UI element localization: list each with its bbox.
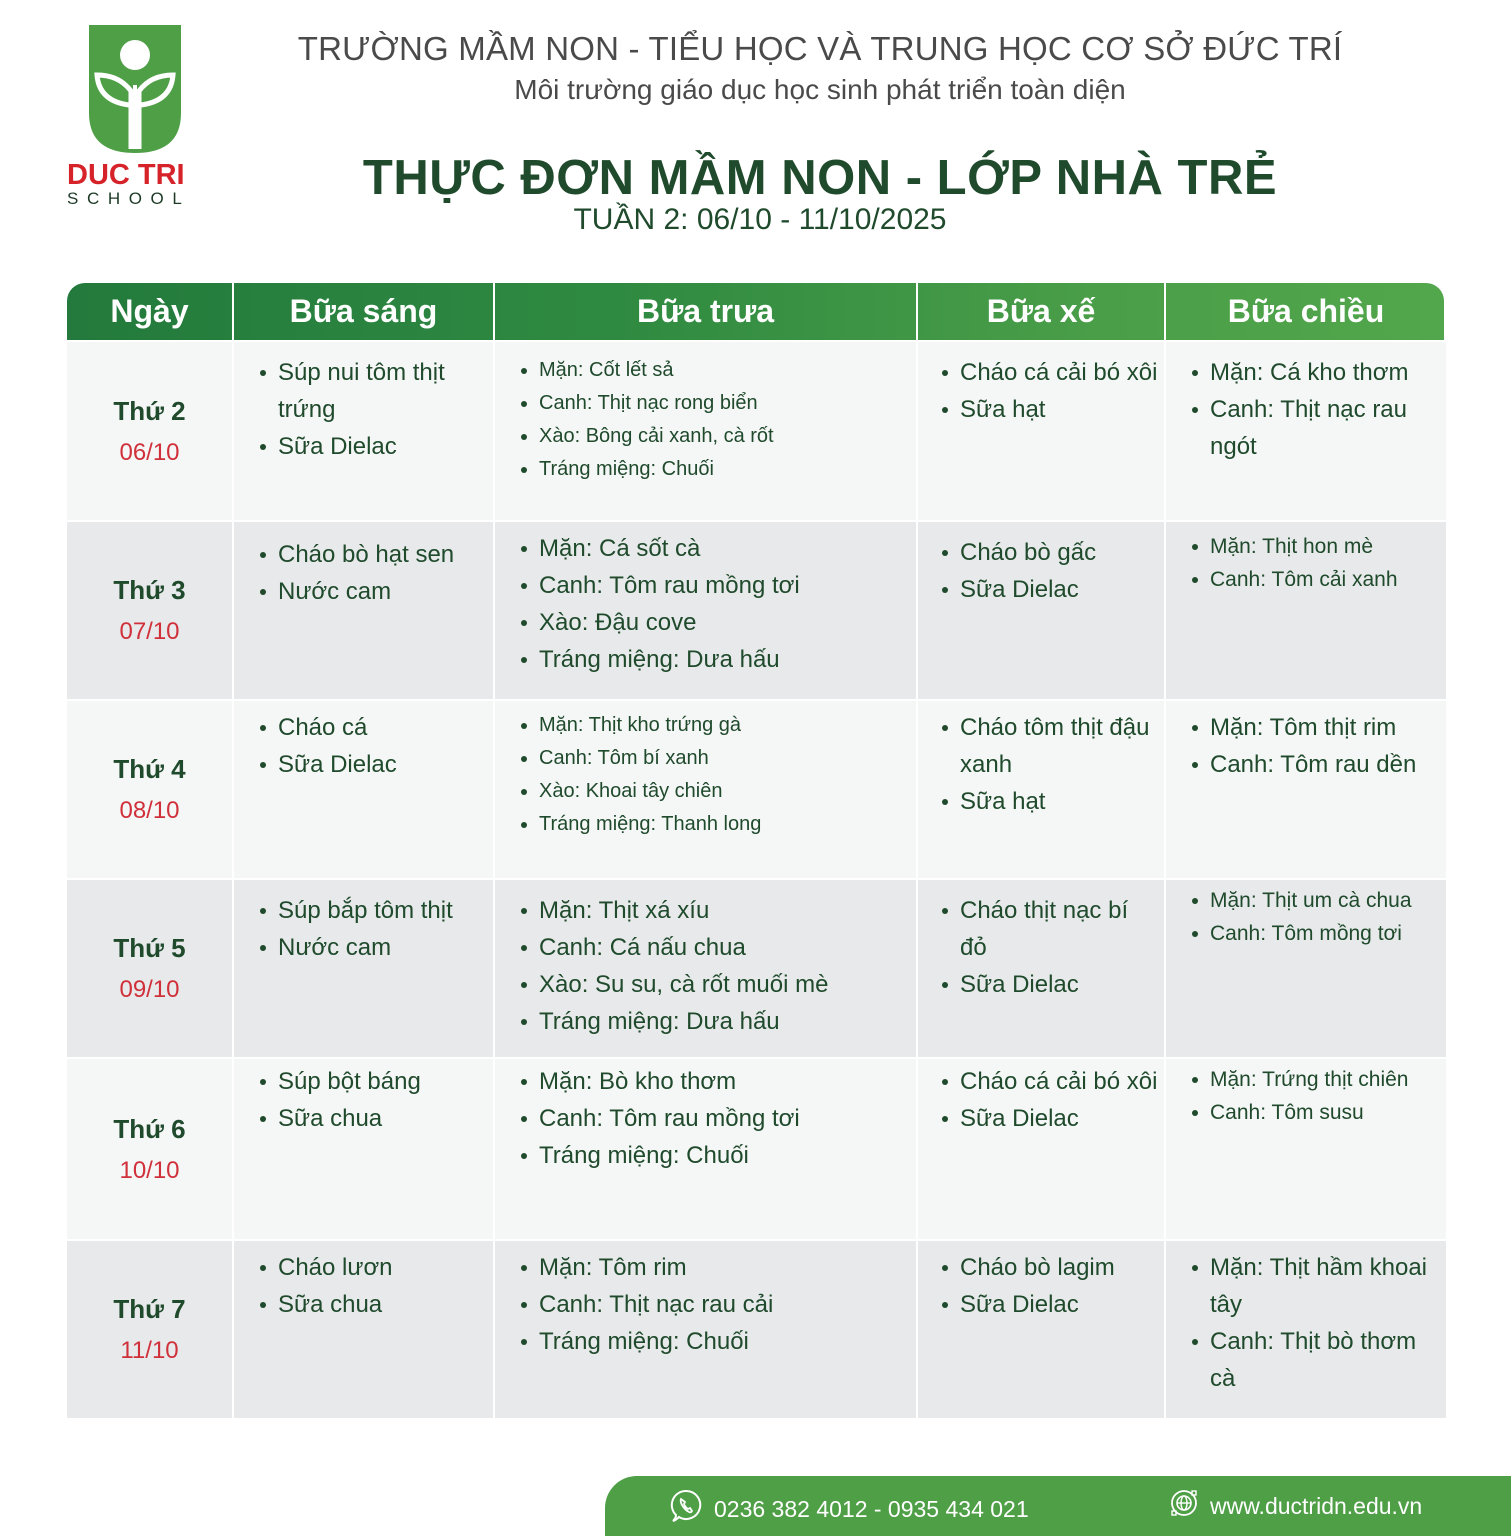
snack-cell <box>918 1241 1164 1418</box>
table-row <box>67 880 1444 1057</box>
website-url: www.ductridn.edu.vn <box>1210 1492 1423 1519</box>
column-header-day: Ngày <box>110 293 189 329</box>
dish-item: Sữa Dielac <box>938 966 1158 1003</box>
footer-phone <box>670 1489 1029 1529</box>
dish-item: Xào: Đậu cove <box>517 604 910 641</box>
day-name: Thứ 5 <box>113 933 186 963</box>
column-header-lunch: Bữa trưa <box>495 283 916 340</box>
day-name: Thứ 6 <box>113 1113 186 1144</box>
day-name: Thứ 7 <box>113 1294 186 1324</box>
dish-item: Nước cam <box>256 573 487 610</box>
lunch-list <box>517 354 910 486</box>
dish-item: Canh: Cá nấu chua <box>517 929 910 966</box>
dish-item: Canh: Thịt nạc rau ngót <box>1188 391 1440 465</box>
phone-numbers: 0236 382 4012 - 0935 434 021 <box>714 1495 1029 1522</box>
table-row <box>67 342 1444 520</box>
lunch-cell <box>495 1059 916 1239</box>
phone-icon <box>670 1489 714 1529</box>
page-title: THỰC ĐƠN MẦM NON - LỚP NHÀ TRẺ <box>362 151 1278 205</box>
dish-item: Tráng miệng: Chuối <box>517 1323 910 1360</box>
breakfast-cell <box>234 342 493 520</box>
table-body <box>67 342 1444 1418</box>
snack-list <box>938 1249 1158 1323</box>
lunch-list <box>517 709 910 841</box>
dish-item: Mặn: Thịt um cà chua <box>1188 884 1440 917</box>
lunch-cell <box>495 522 916 699</box>
lunch-list <box>517 530 910 678</box>
lunch-cell <box>495 880 916 1057</box>
snack-cell <box>918 701 1164 878</box>
afternoon-list <box>1188 354 1440 465</box>
breakfast-list <box>256 1063 487 1137</box>
dish-item: Mặn: Tôm rim <box>517 1249 910 1286</box>
day-date: 11/10 <box>120 1337 179 1364</box>
breakfast-cell <box>234 701 493 878</box>
snack-list <box>938 1063 1158 1137</box>
dish-item: Mặn: Cá kho thơm <box>1188 354 1440 391</box>
day-cell <box>67 1241 232 1418</box>
day-date: 06/10 <box>119 438 180 466</box>
dish-item: Sữa hạt <box>938 783 1158 820</box>
dish-item: Cháo lươn <box>256 1249 487 1286</box>
breakfast-list <box>256 536 487 610</box>
table-row <box>67 522 1444 699</box>
breakfast-cell <box>234 880 493 1057</box>
day-date: 09/10 <box>119 976 180 1003</box>
lunch-cell <box>495 1241 916 1418</box>
lunch-list <box>517 1249 910 1360</box>
breakfast-list <box>256 1249 487 1323</box>
lunch-cell <box>495 342 916 520</box>
afternoon-list <box>1188 884 1440 950</box>
day-name: Thứ 3 <box>113 575 186 605</box>
dish-item: Mặn: Thịt hầm khoai tây <box>1188 1249 1440 1323</box>
dish-item: Mặn: Bò kho thơm <box>517 1063 910 1100</box>
dish-item: Sữa Dielac <box>938 1100 1158 1137</box>
dish-item: Sữa Dielac <box>938 1286 1158 1323</box>
dish-item: Cháo bò hạt sen <box>256 536 487 573</box>
breakfast-cell <box>234 522 493 699</box>
afternoon-cell <box>1166 1241 1446 1418</box>
school-tagline: Môi trường giáo dục học sinh phát triển toàn diện <box>514 74 1126 105</box>
afternoon-list <box>1188 1063 1440 1129</box>
column-header-breakfast: Bữa sáng <box>234 283 493 340</box>
logo-subtitle: SCHOOL <box>67 189 191 208</box>
afternoon-list <box>1188 1249 1440 1397</box>
dish-item: Mặn: Cá sốt cà <box>517 530 910 567</box>
dish-item: Canh: Thịt bò thơm cà <box>1188 1323 1440 1397</box>
afternoon-cell <box>1166 522 1446 699</box>
column-header-snack: Bữa xế <box>918 283 1164 340</box>
dish-item: Canh: Tôm rau mồng tơi <box>517 567 910 604</box>
snack-cell <box>918 1059 1164 1239</box>
breakfast-cell <box>234 1241 493 1418</box>
dish-item: Tráng miệng: Thanh long <box>517 808 910 841</box>
dish-item: Nước cam <box>256 929 487 966</box>
day-cell <box>67 1059 232 1239</box>
day-cell <box>67 880 232 1057</box>
dish-item: Tráng miệng: Dưa hấu <box>517 1003 910 1040</box>
dish-item: Cháo tôm thịt đậu xanh <box>938 709 1158 783</box>
day-date: 10/10 <box>119 1156 180 1184</box>
dish-item: Cháo cá cải bó xôi <box>938 1063 1158 1100</box>
breakfast-list <box>256 354 487 465</box>
snack-cell <box>918 522 1164 699</box>
dish-item: Tráng miệng: Chuối <box>517 453 910 486</box>
day-date: 08/10 <box>119 797 180 824</box>
dish-item: Tráng miệng: Dưa hấu <box>517 641 910 678</box>
dish-item: Mặn: Thịt xá xíu <box>517 892 910 929</box>
globe-icon <box>1170 1489 1210 1523</box>
dish-item: Cháo bò lagim <box>938 1249 1158 1286</box>
snack-list <box>938 534 1158 608</box>
day-cell <box>67 701 232 878</box>
day-date: 07/10 <box>119 618 180 645</box>
dish-item: Sữa Dielac <box>256 746 487 783</box>
menu-table <box>67 283 1444 1420</box>
afternoon-cell <box>1166 1059 1446 1239</box>
dish-item: Cháo cá <box>256 709 487 746</box>
snack-list <box>938 709 1158 820</box>
day-name: Thứ 2 <box>113 395 186 426</box>
table-row <box>67 1059 1444 1239</box>
lunch-list <box>517 892 910 1040</box>
snack-cell <box>918 880 1164 1057</box>
afternoon-list <box>1188 709 1440 783</box>
dish-item: Cháo thịt nạc bí đỏ <box>938 892 1158 966</box>
table-row <box>67 1241 1444 1418</box>
dish-item: Mặn: Cốt lết sả <box>517 354 910 387</box>
afternoon-list <box>1188 530 1440 596</box>
table-row <box>67 701 1444 878</box>
day-cell <box>67 522 232 699</box>
breakfast-list <box>256 892 487 966</box>
afternoon-cell <box>1166 880 1446 1057</box>
dish-item: Cháo bò gấc <box>938 534 1158 571</box>
dish-item: Mặn: Trứng thịt chiên <box>1188 1063 1440 1096</box>
dish-item: Mặn: Thịt hon mè <box>1188 530 1440 563</box>
dish-item: Canh: Tôm rau mồng tơi <box>517 1100 910 1137</box>
dish-item: Sữa chua <box>256 1100 487 1137</box>
dish-item: Xào: Khoai tây chiên <box>517 775 910 808</box>
dish-item: Canh: Tôm bí xanh <box>517 742 910 775</box>
afternoon-cell <box>1166 342 1446 520</box>
dish-item: Sữa chua <box>256 1286 487 1323</box>
dish-item: Sữa Dielac <box>256 428 487 465</box>
dish-item: Sữa hạt <box>938 391 1158 428</box>
dish-item: Canh: Tôm cải xanh <box>1188 563 1440 596</box>
footer-website <box>1170 1489 1422 1523</box>
logo-name: DUC TRI <box>67 159 185 191</box>
afternoon-cell <box>1166 701 1446 878</box>
dish-item: Mặn: Thịt kho trứng gà <box>517 709 910 742</box>
lunch-list <box>517 1063 910 1174</box>
snack-list <box>938 892 1158 1003</box>
day-name: Thứ 4 <box>113 754 186 784</box>
dish-item: Canh: Thịt nạc rong biển <box>517 387 910 420</box>
dish-item: Súp bắp tôm thịt <box>256 892 487 929</box>
dish-item: Canh: Thịt nạc rau cải <box>517 1286 910 1323</box>
school-name: TRƯỜNG MẦM NON - TIỂU HỌC VÀ TRUNG HỌC CƠ SỞ ĐỨC TRÍ <box>297 30 1343 67</box>
dish-item: Cháo cá cải bó xôi <box>938 354 1158 391</box>
dish-item: Tráng miệng: Chuối <box>517 1137 910 1174</box>
contact-footer <box>605 1476 1511 1536</box>
week-range: TUẦN 2: 06/10 - 11/10/2025 <box>573 203 947 236</box>
dish-item: Canh: Tôm mồng tơi <box>1188 917 1440 950</box>
column-header-afternoon: Bữa chiều <box>1166 283 1444 340</box>
table-header <box>67 283 1444 340</box>
breakfast-cell <box>234 1059 493 1239</box>
dish-item: Canh: Tôm susu <box>1188 1096 1440 1129</box>
dish-item: Súp bột báng <box>256 1063 487 1100</box>
dish-item: Sữa Dielac <box>938 571 1158 608</box>
dish-item: Súp nui tôm thịt trứng <box>256 354 487 428</box>
dish-item: Mặn: Tôm thịt rim <box>1188 709 1440 746</box>
snack-cell <box>918 342 1164 520</box>
dish-item: Xào: Bông cải xanh, cà rốt <box>517 420 910 453</box>
snack-list <box>938 354 1158 428</box>
logo-shield-icon <box>89 25 181 153</box>
dish-item: Canh: Tôm rau dền <box>1188 746 1440 783</box>
lunch-cell <box>495 701 916 878</box>
dish-item: Xào: Su su, cà rốt muối mè <box>517 966 910 1003</box>
school-logo <box>67 25 203 209</box>
day-cell <box>67 342 232 520</box>
breakfast-list <box>256 709 487 783</box>
